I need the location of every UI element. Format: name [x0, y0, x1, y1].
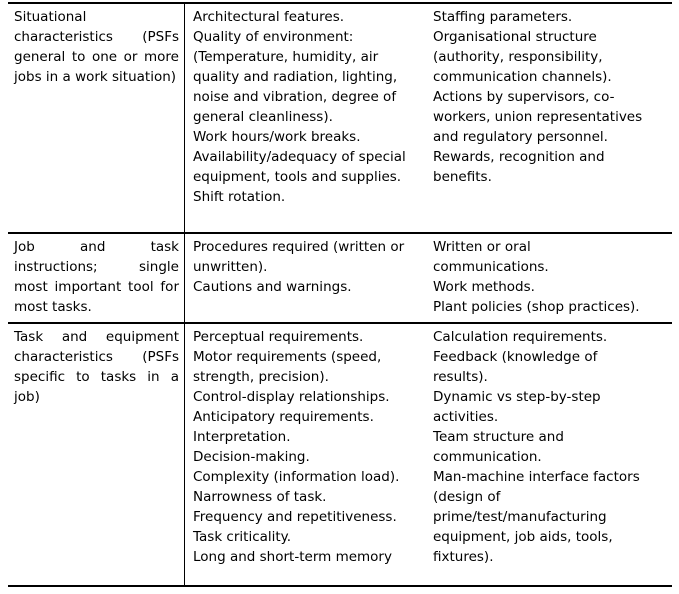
cell-item: Interpretation. [193, 429, 291, 445]
cell-item: Task criticality. [193, 529, 292, 545]
cell-item: Actions by supervisors, co-workers, union representatives and regulatory personnel. [433, 89, 643, 145]
situational-middle-cell [185, 4, 425, 232]
cell-item: Anticipatory requirements. [193, 409, 374, 425]
cell-item: Man-machine interface factors (design of prime/test/manufacturing equipment, job aids, tools, fixtures). [433, 469, 640, 565]
situational-right-cell [425, 4, 672, 232]
cell-item: Decision-making. [193, 449, 310, 465]
table-row-job-instructions [8, 232, 672, 322]
cell-item: Control-display relationships. [193, 389, 390, 405]
cell-item: Quality of environment: [193, 29, 354, 45]
cell-item: Rewards, recognition and benefits. [433, 149, 605, 185]
situational-label-cell: Situational characteristics (PSFs general to one or more jobs in a work situation) [8, 4, 185, 232]
cell-item: Calculation requirements. [433, 329, 608, 345]
cell-item: Shift rotation. [193, 189, 286, 205]
job-instructions-middle-cell [185, 234, 425, 322]
cell-item: Long and short-term memory [193, 549, 392, 565]
cell-item: Plant policies (shop practices). [433, 299, 640, 315]
table-row-task-equipment [8, 322, 672, 585]
task-equipment-right-cell [425, 324, 672, 585]
task-equipment-label-cell: Task and equipment characteristics (PSFs specific to tasks in a job) [8, 324, 185, 585]
cell-item: Work methods. [433, 279, 535, 295]
job-instructions-label-cell: Job and task instructions; single most important tool for most tasks. [8, 234, 185, 322]
cell-item: (Temperature, humidity, air quality and radiation, lighting, noise and vibration, degree of general cleanliness). [193, 49, 398, 125]
cell-item: Cautions and warnings. [193, 279, 352, 295]
cell-item: Narrowness of task. [193, 489, 327, 505]
cell-item: Work hours/work breaks. [193, 129, 361, 145]
cell-item: Motor requirements (speed, strength, precision). [193, 349, 382, 385]
cell-item: Perceptual requirements. [193, 329, 364, 345]
job-instructions-right-cell [425, 234, 672, 322]
cell-item: Written or oral communications. [433, 239, 549, 275]
cell-item: Dynamic vs step-by-step activities. [433, 389, 601, 425]
cell-item: Architectural features. [193, 9, 345, 25]
cell-item: Complexity (information load). [193, 469, 400, 485]
cell-item: Procedures required (written or unwritten). [193, 239, 405, 275]
cell-item: Availability/adequacy of special equipment, tools and supplies. [193, 149, 406, 185]
cell-item: Feedback (knowledge of results). [433, 349, 598, 385]
cell-item: Staffing parameters. [433, 9, 573, 25]
psf-table [8, 2, 672, 587]
cell-item: Frequency and repetitiveness. [193, 509, 397, 525]
table-row-situational [8, 2, 672, 232]
task-equipment-middle-cell [185, 324, 425, 585]
cell-item: Organisational structure (authority, responsibility, communication channels). [433, 29, 612, 85]
cell-item: Team structure and communication. [433, 429, 564, 465]
